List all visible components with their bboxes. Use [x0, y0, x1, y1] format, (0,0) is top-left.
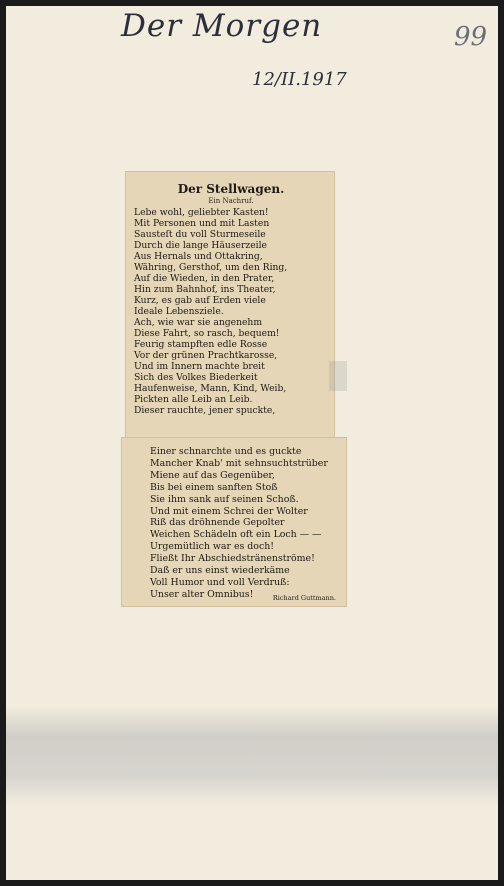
newspaper-clipping-top [126, 172, 334, 441]
poem-line: Daß er uns einst wiederkäme [150, 565, 290, 577]
poem-line: Ach, wie war sie angenehm [134, 317, 263, 328]
handwritten-page-number: 99 [454, 22, 488, 52]
poem-line: Riß das dröhnende Gepolter [150, 517, 285, 529]
document-page [6, 6, 498, 880]
poem-line: Sausteſt du voll Sturmeseile [134, 229, 266, 240]
poem-line: Hin zum Bahnhof, ins Theater, [134, 284, 276, 295]
poem-line: Mancher Knab' mit sehnsuchtstrüber [150, 457, 328, 469]
poem-line: Unser alter Omnibus! [150, 588, 254, 600]
poem-line: Währing, Gersthof, um den Ring, [134, 262, 288, 273]
poem-line: Einer schnarchte und es guckte [150, 446, 302, 457]
scan-shading-band [6, 706, 498, 806]
poem-line: Sich des Volkes Biederkeit [134, 372, 258, 383]
poem-line: Bis bei einem sanften Stoß [150, 481, 278, 493]
poem-line: Kurz, es gab auf Erden viele [134, 295, 266, 306]
poem-line: Vor der grünen Prachtkarosse, [134, 350, 278, 361]
poem-line: Haufenweise, Mann, Kind, Weib, [134, 383, 287, 394]
poem-line: Durch die lange Häuserzeile [134, 240, 267, 251]
poem-author: Richard Guttmann. [272, 594, 336, 602]
poem-line: Aus Hernals und Ottakring, [134, 251, 263, 262]
poem-title: Der Stellwagen. [177, 182, 285, 196]
poem-line: Feurig stampften edle Rosse [134, 339, 268, 350]
poem-line: Voll Humor und voll Verdruß: [150, 576, 290, 588]
poem-line: Miene auf das Gegenüber, [150, 469, 275, 481]
scan-stain [329, 361, 347, 391]
poem-line: Lebe wohl, geliebter Kasten! [134, 207, 269, 218]
handwritten-date: 12/II.1917 [252, 69, 347, 90]
poem-line: Dieser rauchte, jener spuckte, [134, 405, 276, 416]
poem-line: Urgemütlich war es doch! [150, 541, 275, 553]
poem-line: Und mit einem Schrei der Wolter [150, 505, 308, 517]
poem-line: Auf die Wieden, in den Prater, [134, 273, 275, 284]
poem-line: Und im Innern machte breit [134, 361, 265, 372]
poem-subtitle: Ein Nachruf. [208, 197, 254, 205]
poem-line: Ideale Lebensziele. [134, 306, 224, 317]
poem-lines-part1 [134, 207, 328, 416]
handwritten-newspaper-title: Der Morgen [121, 8, 323, 44]
poem-line: Fließt Ihr Abschiedstränenströme! [150, 553, 315, 565]
newspaper-clipping-bottom [122, 438, 346, 606]
poem-lines-part2 [150, 446, 340, 601]
poem-line: Pickten alle Leib an Leib. [134, 394, 253, 405]
poem-line: Mit Personen und mit Lasten [134, 218, 270, 229]
poem-line: Diese Fahrt, so rasch, bequem! [134, 328, 280, 339]
poem-line: Sie ihm sank auf seinen Schoß. [150, 493, 299, 505]
poem-line: Weichen Schädeln oft ein Loch — — [150, 529, 322, 541]
